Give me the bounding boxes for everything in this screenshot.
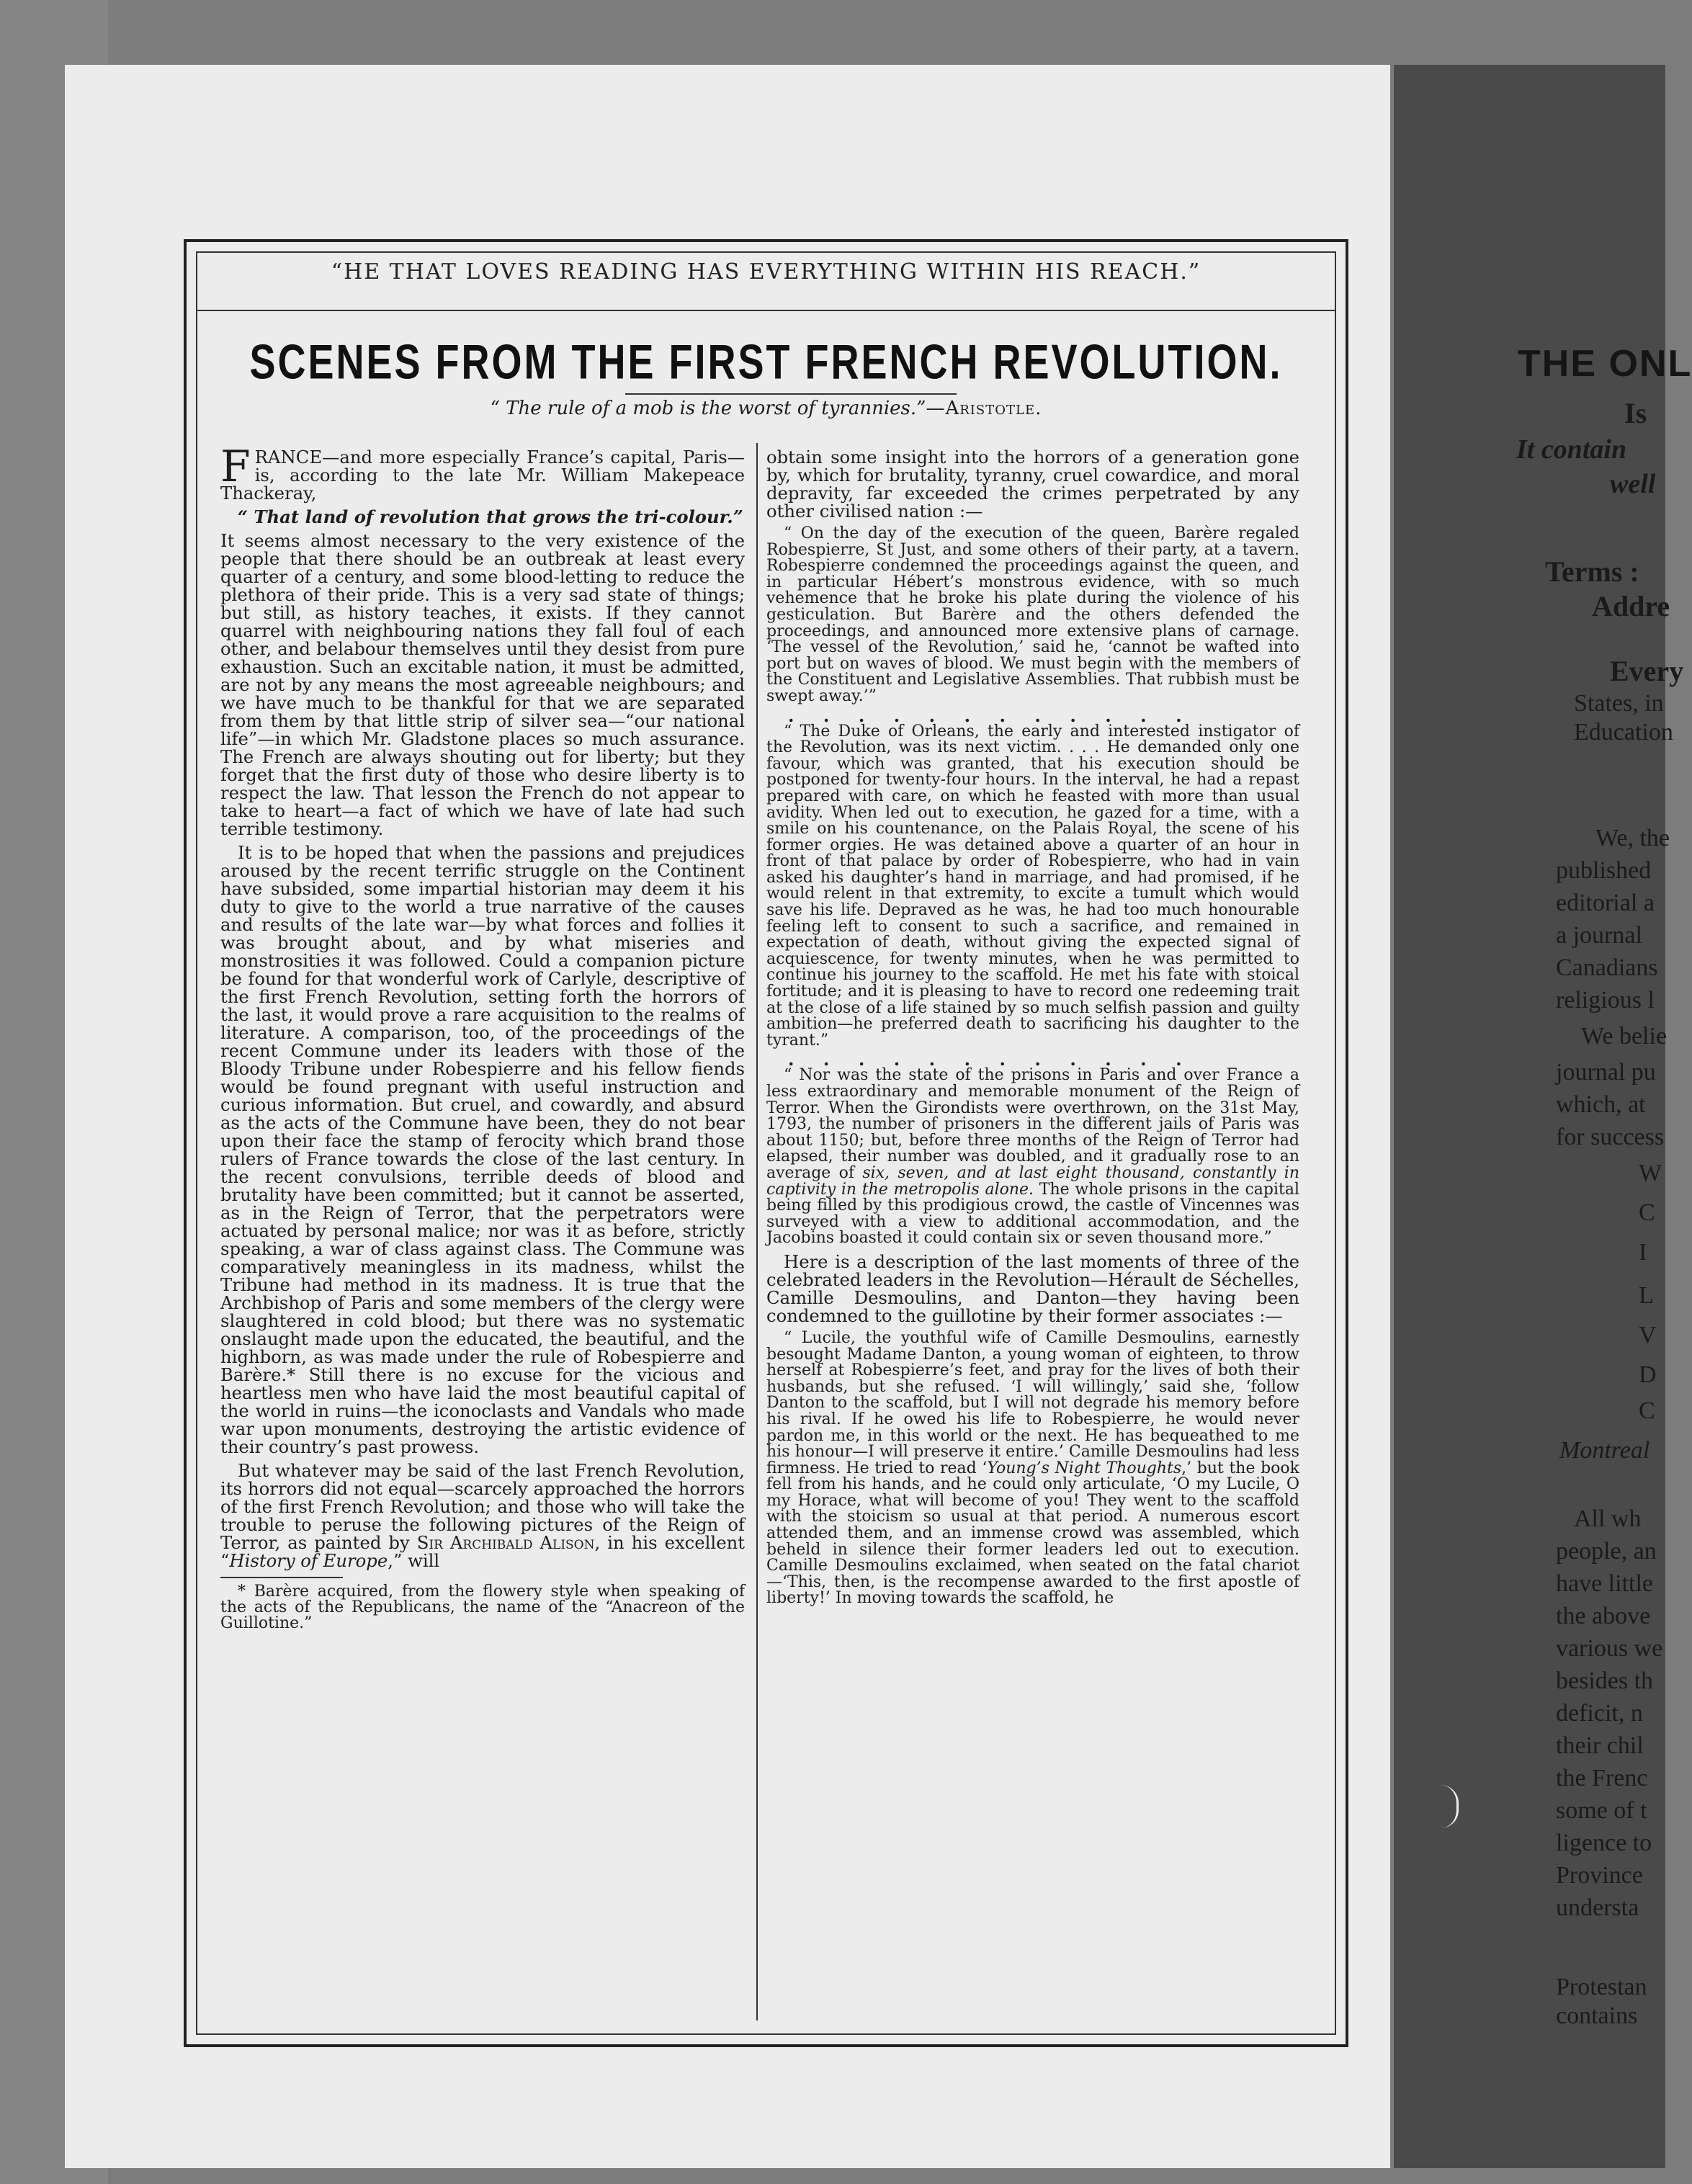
next-page-line: ligence to <box>1556 1830 1652 1856</box>
next-page-line: Addre <box>1592 590 1670 622</box>
column-divider <box>756 443 758 2020</box>
paragraph: It is to be hoped that when the passions and prejudices aroused by the recent terrific struggle on the Continent have subsided, some impartial historian may deem it his duty to give to the world a true narrative of the causes and results of the late war—by what forces and follies it was brought about, and by what miseries and monstrosities it was followed. Could a companion picture be found for that wonderful work of Carlyle, descriptive of the first French Revolution, setting forth the horrors of the last, it would prove a rare acquisition to the realms of literature. A comparison, too, of the proceedings of the recent Commune under its leaders with those of the Bloody Tribune under Robespierre and his fellow fiends would be found pregnant with useful instruction and curious information. But cruel, and cowardly, and absurd as the acts of the Commune have been, they do not bear upon their face the stamp of ferocity which brand those rulers of France towards the close of the last century. In the recent convulsions, terrible deeds of blood and brutality have been committed; but it cannot be asserted, as in the Reign of Terror, that the perpetrators were actuated by personal malice; nor was it as before, strictly speaking, a war of class against class. The Commune was comparatively meaningless in its madness, whilst the Tribune had method in its madness. It is true that the Archbishop of Paris and some members of the clergy were slaughtered in cold blood; but there was no systematic onslaught made upon the educated, the beautiful, and the highborn, as was made under the rule of Robespierre and Barère.* Still there is no excuse for the vicious and heartless men who have laid the most beautiful capital of the world in ruins—the iconoclasts and Vandals who made war upon monuments, destroying the artistic evidence of their country’s past prowess. <box>220 842 745 1457</box>
next-page-line: Protestan <box>1556 1974 1647 2000</box>
footnote: * Barère acquired, from the flowery style when speaking of the acts of the Republicans, the name of the “Anacreon of the Guillotine.” <box>220 1583 745 1632</box>
next-page-line: Is <box>1624 397 1647 429</box>
next-page-line: the above <box>1556 1603 1651 1629</box>
next-page-line: Terms : <box>1545 555 1639 588</box>
next-page-line: editorial a <box>1556 890 1655 916</box>
next-page-line: religious l <box>1556 987 1655 1013</box>
author-name: Sir Archibald Alison <box>416 1532 595 1553</box>
next-page-line: It contain <box>1516 434 1627 465</box>
next-page-line: contains <box>1556 2002 1638 2029</box>
next-page-line: C <box>1639 1199 1655 1226</box>
next-page-line: people, an <box>1556 1538 1657 1565</box>
adjacent-page-edge <box>1394 65 1692 2168</box>
paragraph: But whatever may be said of the last French Revolution, its horrors did not equal—scarcely approached the horrors of the first French Revolution; and those who will take the trouble to peruse the following pictures of the Reign of Terror, as painted by Sir Archibald Alison, in his excellent “History of Europe,” will <box>220 1460 745 1571</box>
next-page-line: Montreal <box>1559 1437 1650 1464</box>
block-quote: “ Lucile, the youthful wife of Camille Desmoulins, earnestly besought Madame Danton, a young woman of eighteen, to throw herself at Robespierre’s feet, and pray for the lives of both their husbands, but she refused. ‘I will willingly,’ said she, ‘follow Danton to the scaffold, but I will not degrade his memory before his rival. If he owed his life to Robespierre, he would never pardon me, in this world or the next. He has bequeathed to me his honour—I will preserve it entire.’ Camille Desmoulins had less firmness. He tried to read ‘Young’s Night Thoughts,’ but the book fell from his hands, and he could only articulate, ‘O my Lucile, O my Horace, what will become of you! They went to the scaffold with the stoicism so usual at that period. A numerous escort attended them, and an immense crowd was assembled, which beheld in silence their former leaders led out to execution. Camille Desmoulins exclaimed, when seated on the fatal chariot —‘This, then, is the recompense awarded to the first apostle of liberty!’ In moving towards the scaffold, he <box>766 1328 1299 1608</box>
next-page-line: We belie <box>1581 1023 1668 1050</box>
next-page-line: which, at <box>1556 1091 1646 1118</box>
next-page-line: deficit, n <box>1556 1700 1643 1727</box>
ellipsis-dots: . . . . . . . . . . . . <box>788 1049 1194 1070</box>
motto-header: “HE THAT LOVES READING HAS EVERYTHING WITHIN HIS REACH.” <box>331 259 1201 285</box>
left-column <box>220 442 745 1637</box>
next-page-line: besides th <box>1556 1668 1654 1694</box>
epigraph-author: —Aristotle. <box>926 398 1042 419</box>
next-page-line: understa <box>1556 1894 1639 1921</box>
next-page-line: Canadians <box>1556 954 1658 981</box>
next-page-line: their chil <box>1556 1732 1644 1759</box>
next-page-line: THE ONL <box>1518 343 1692 385</box>
book-title: Young’s Night Thoughts <box>987 1459 1182 1477</box>
next-page-line: a journal <box>1556 922 1642 949</box>
paragraph: Here is a description of the last moments of three of the celebrated leaders in the Revolution—Hérault de Séchelles, Camille Desmoulins, and Danton—they having been condemned to the guillotine by their former associates :— <box>766 1250 1299 1326</box>
article-title: SCENES FROM THE FIRST FRENCH REVOLUTION. <box>249 335 1283 390</box>
next-page-line: L <box>1639 1282 1654 1309</box>
next-page-line: W <box>1639 1160 1662 1186</box>
block-quote: “ The Duke of Orleans, the early and interested instigator of the Revolution, was its next victim. . . . He demanded only one favour, which was granted, that his execution should be postponed for twenty-four hours. In the interval, he had a repast prepared with care, on which he feasted with more than usual avidity. When led out to execution, he gazed for a time, with a smile on his countenance, on the Palais Royal, the scene of his former orgies. He was detained above a quarter of an hour in front of that palace by order of Robespierre, who had in vain asked his daughter’s hand in marriage, and had promised, if he would relent in that extremity, to excite a tumult which would save his life. Depraved as he was, he had too much honourable feeling left to consent to such a sacrifice, and remained in expectation of death, without giving the expected signal of acquiescence, for twenty minutes, when he was permitted to continue his journey to the scaffold. He met his fate with stoical fortitude; and it is pleasing to have to record one redeeming trait at the close of a life stained by so much selfish passion and guilty ambition—he preferred death to sacrificing his daughter to the tyrant.” <box>766 722 1299 1050</box>
next-page-line: V <box>1639 1322 1657 1348</box>
motto-divider <box>196 310 1336 311</box>
next-page-line: Province <box>1556 1862 1643 1889</box>
paragraph: It seems almost necessary to the very existence of the people that there should be an outbreak at least every quarter of a century, and some blood-letting to reduce the plethora of their pride. This is a very sad state of things; but still, as history teaches, it exists. If they cannot quarrel with neighbouring nations they fall foul of each other, and belabour themselves until they desist from pure exhaustion. Such an excitable nation, it must be admitted, are not by any means the most agreeable neighbours; and we have much to be thankful for that we are separated from them by that little strip of silver sea—“our national life”—in which Mr. Gladstone places so much assurance. The French are always shouting out for liberty; but they forget that the first duty of those who desire liberty is to respect the law. That lesson the French do not appear to take to heart—a fact of which we have of late had such terrible testimony. <box>220 530 745 839</box>
next-page-line: I <box>1639 1239 1647 1266</box>
book-title: History of Europe <box>229 1550 388 1571</box>
title-underline <box>625 393 957 395</box>
next-page-line: some of t <box>1556 1797 1647 1824</box>
footnote-divider <box>220 1577 343 1578</box>
paragraph: obtain some insight into the horrors of a generation gone by, which for brutality, tyranny, cruel cowardice, and moral depravity, far exceeded the crimes perpetrated by any other civilised nation :— <box>766 447 1299 522</box>
next-page-line: All wh <box>1574 1505 1642 1532</box>
next-page-line: D <box>1639 1361 1657 1388</box>
next-page-line: for success <box>1556 1124 1665 1150</box>
next-page-line: have little <box>1556 1570 1654 1597</box>
epigraph <box>196 398 1336 419</box>
next-page-line: published <box>1556 857 1652 884</box>
next-page-line: various we <box>1556 1635 1663 1662</box>
next-page-line: the Frenc <box>1556 1765 1648 1791</box>
paragraph-quote: “ That land of revolution that grows the tri-colour.” <box>238 506 743 527</box>
epigraph-quote: “ The rule of a mob is the worst of tyrannies.” <box>490 398 926 419</box>
block-quote: “ Nor was the state of the prisons in Paris and over France a less extraordinary and memorable monument of the Reign of Terror. When the Girondists were overthrown, on the 31st May, 1793, the number of prisoners in the different jails of Paris was about 1150; but, before three months of the Reign of Terror had elapsed, their number was doubled, and it gradually rose to an average of six, seven, and at last eight thousand, constantly in captivity in the metropolis alone. The whole prisons in the capital being filled by this prodigious crowd, the castle of Vincennes was surveyed with a view to additional accommodation, and the Jacobins boasted it could contain six or seven thousand more.” <box>766 1066 1299 1248</box>
ellipsis-dots: . . . . . . . . . . . . <box>788 704 1194 726</box>
next-page-line: States, in <box>1574 690 1664 717</box>
next-page-line: Education <box>1574 719 1673 746</box>
next-page-line: We, the <box>1595 825 1670 851</box>
next-page-line: C <box>1639 1397 1655 1424</box>
next-page-line: well <box>1610 469 1656 499</box>
drop-cap: F <box>220 442 251 492</box>
paragraph: FRANCE—and more especially France’s capital, Paris—is, according to the late Mr. William Makepeace Thackeray, <box>220 442 745 504</box>
block-quote: “ On the day of the execution of the queen, Barère regaled Robespierre, St Just, and some others of their party, at a tavern. Robespierre condemned the proceedings against the queen, and in particular Hébert’s monstrous evidence, with so much vehemence that he broke his plate during the violence of his gesticulation. But Barère and the others defended the proceedings, and announced more extensive plans of carnage. ‘The vessel of the Revolution,’ said he, ‘cannot be wafted into port but on waves of blood. We must begin with the members of the Constituent and Legislative Assemblies. That rubbish must be swept away.’” <box>766 524 1299 705</box>
scan-background-top <box>0 0 1665 65</box>
right-column <box>766 448 1299 1613</box>
next-page-line: Every <box>1610 655 1684 687</box>
next-page-line: journal pu <box>1556 1059 1656 1086</box>
